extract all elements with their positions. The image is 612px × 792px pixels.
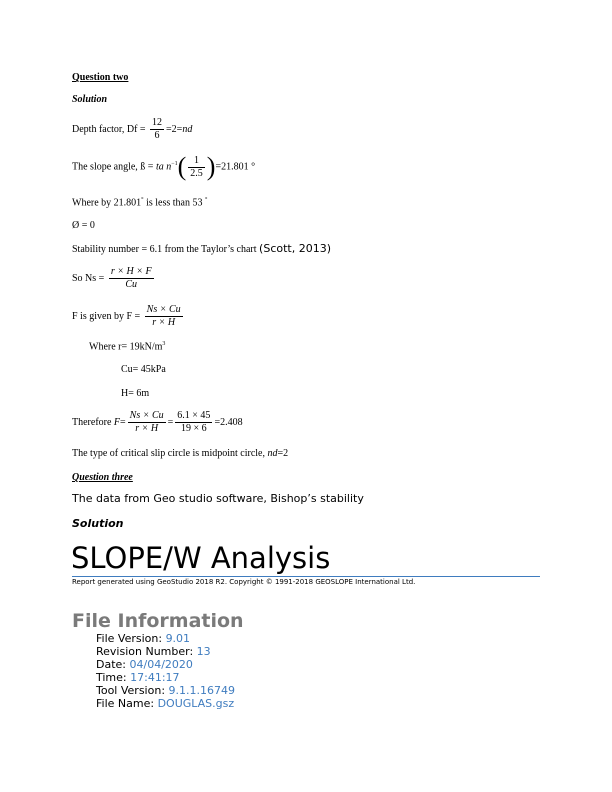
where-line	[72, 197, 207, 208]
critical-text: The type of critical slip circle is midpoint circle,	[72, 448, 268, 459]
ns-denominator: Cu	[125, 279, 138, 290]
depth-factor-label: Depth factor, Df =	[72, 123, 149, 135]
f-line	[72, 304, 185, 329]
file-version-row	[96, 632, 235, 645]
f-fraction	[145, 304, 183, 329]
info-label: Time:	[96, 671, 131, 684]
left-paren: (	[177, 152, 187, 181]
where-tail: is less than 53	[143, 197, 205, 209]
tool-version-row	[96, 684, 235, 697]
critical-circle-line	[72, 448, 288, 459]
revision-number-row	[96, 645, 235, 658]
phi-line: Ø = 0	[72, 220, 95, 231]
degree-symbol-2: °	[204, 197, 208, 203]
therefore-denominator-1: r × H	[135, 423, 159, 434]
file-information-heading: File Information	[72, 610, 244, 632]
f-label: F is given by F =	[72, 310, 143, 322]
depth-result: =2=	[166, 123, 183, 135]
slope-fraction	[188, 155, 205, 180]
equals-2: =	[167, 416, 174, 428]
therefore-result: =2.408	[214, 416, 243, 428]
info-value: DOUGLAS.gsz	[157, 697, 235, 710]
slope-numerator: 1	[188, 155, 205, 168]
cubed-superscript: 3	[162, 341, 166, 347]
info-value: 17:41:17	[130, 671, 180, 684]
solution-heading-2: Solution	[72, 517, 124, 530]
ns-label: So Ns =	[72, 272, 107, 284]
info-value: 04/04/2020	[129, 658, 193, 671]
where-text: Where by 21.801	[72, 197, 142, 209]
therefore-variable: F	[113, 416, 121, 428]
depth-variable: nd	[182, 123, 193, 135]
ns-line	[72, 266, 156, 291]
date-row	[96, 658, 235, 671]
equals-1: =	[120, 416, 126, 428]
stability-text: Stability number = 6.1 from the Taylor’s chart	[72, 244, 260, 255]
where-r-line	[89, 341, 165, 352]
critical-tail: =2	[277, 448, 289, 459]
geo-studio-data-text: The data from Geo studio software, Bishop’s stability	[72, 492, 364, 505]
therefore-numerator-1: Ns × Cu	[129, 410, 164, 421]
therefore-fraction-1	[128, 410, 166, 435]
slope-result: =21.801 °	[215, 161, 256, 173]
report-subtitle: Report generated using GeoStudio 2018 R2. Copyright © 1991-2018 GEOSLOPE International Ltd.	[72, 578, 416, 586]
depth-fraction	[150, 117, 164, 142]
info-label: Date:	[96, 658, 130, 671]
info-value: 13	[196, 645, 211, 658]
slope-exponent: −1	[171, 160, 178, 167]
time-row	[96, 671, 235, 684]
therefore-denominator-2: 19 × 6	[181, 423, 207, 434]
stability-citation: (Scott, 2013)	[259, 242, 332, 255]
depth-factor-line	[72, 117, 192, 142]
solution-heading: Solution	[72, 94, 108, 105]
therefore-fraction-2	[175, 410, 212, 435]
depth-denominator: 6	[154, 130, 160, 141]
where-r-text: Where r= 19kN/m	[89, 341, 163, 353]
therefore-label: Therefore	[72, 416, 114, 428]
file-name-row	[96, 697, 235, 710]
slope-function: ta n	[155, 161, 172, 173]
report-title: SLOPE/W Analysis	[71, 541, 331, 575]
therefore-numerator-2: 6.1 × 45	[177, 410, 211, 421]
degree-symbol: °	[141, 197, 144, 203]
ns-fraction	[109, 266, 154, 291]
h-line: H= 6m	[121, 388, 150, 399]
stability-number-line	[72, 242, 331, 255]
slope-denominator: 2.5	[190, 167, 203, 179]
therefore-line	[72, 410, 243, 435]
info-label: File Version:	[96, 632, 166, 645]
info-value: 9.01	[165, 632, 191, 645]
f-numerator: Ns × Cu	[146, 304, 181, 315]
depth-numerator: 12	[152, 117, 163, 128]
right-paren: )	[206, 152, 216, 181]
critical-variable: nd	[267, 448, 278, 459]
ns-numerator: r × H × F	[110, 266, 152, 277]
slope-angle-label: The slope angle, ß =	[72, 161, 156, 173]
cu-line: Cu= 45kPa	[121, 364, 166, 375]
info-label: File Name:	[96, 697, 158, 710]
slope-angle-line	[72, 154, 255, 180]
question-three-heading: Question three	[72, 472, 133, 483]
title-rule	[72, 576, 540, 577]
file-info-list	[96, 632, 235, 710]
info-value: 9.1.1.16749	[168, 684, 235, 697]
info-label: Tool Version:	[96, 684, 169, 697]
f-denominator: r × H	[152, 317, 176, 328]
info-label: Revision Number:	[96, 645, 197, 658]
question-two-heading: Question two	[72, 72, 129, 83]
